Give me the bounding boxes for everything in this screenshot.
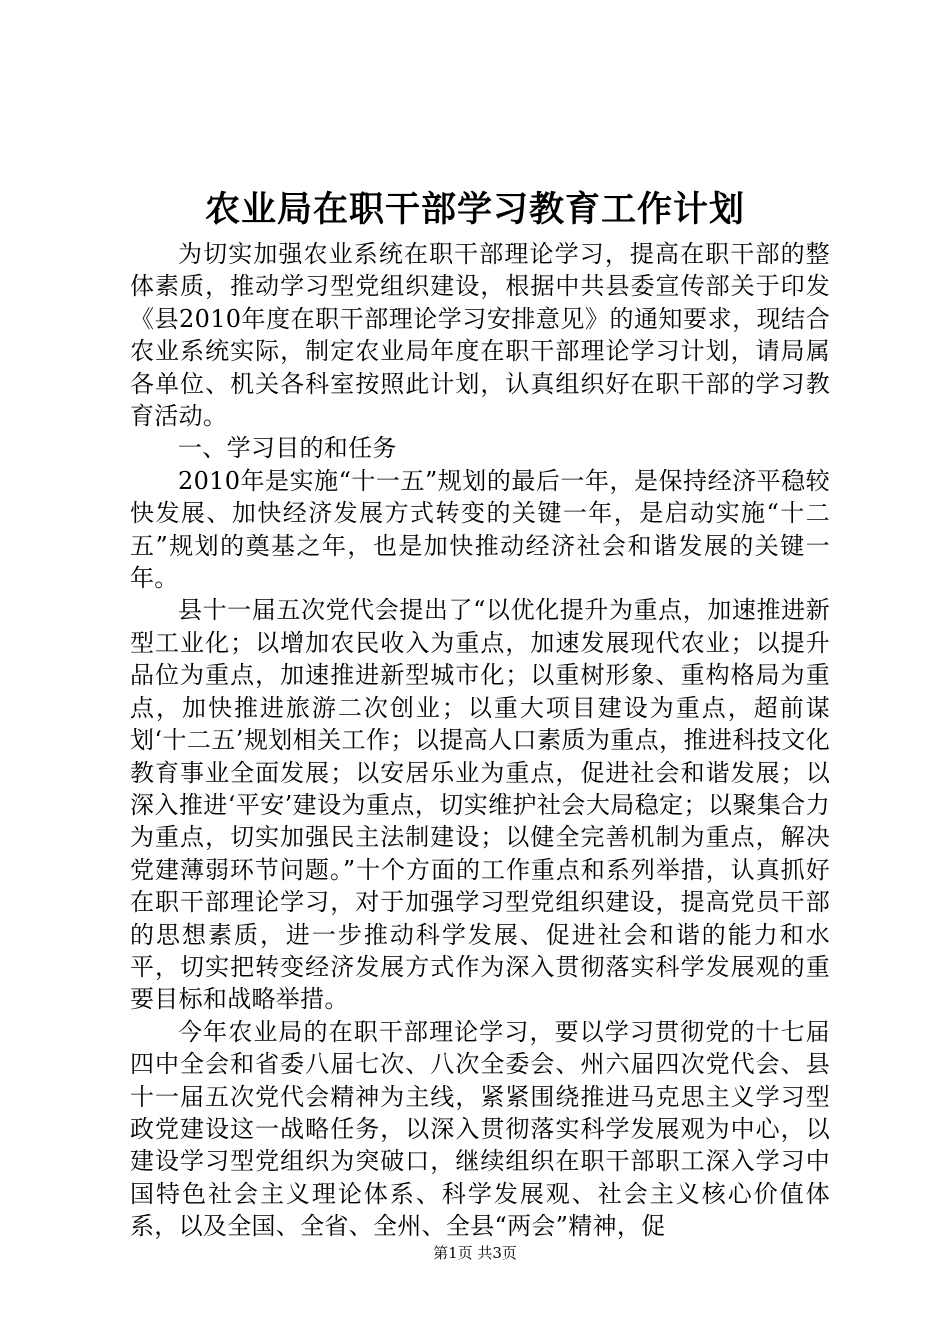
- paragraph-2010: 2010年是实施“十一五”规划的最后一年，是保持经济平稳较快发展、加快经济发展方式转变的关键一年，是启动实施“十二五”规划的奠基之年，也是加快推动经济社会和谐发展的关键一年。: [130, 466, 830, 593]
- page-footer: 第1页 共3页: [433, 1244, 517, 1262]
- section-heading-1: 一、学习目的和任务: [178, 434, 397, 463]
- paragraph-party-congress: 县十一届五次党代会提出了“以优化提升为重点，加速推进新型工业化；以增加农民收入为重点，加速发展现代农业；以提升品位为重点，加速推进新型城市化；以重树形象、重构格局为重点，加快推进旅游二次创业；以重大项目建设为重点，超前谋划‘十二五’规划相关工作；以提高人口素质为重点，推进科技文化教育事业全面发展；以安居乐业为重点，促进社会和谐发展；以深入推进‘平安’建设为重点，切实维护社会大局稳定；以聚集合力为重点，切实加强民主法制建设；以健全完善机制为重点，解决党建薄弱环节问题。”十个方面的工作重点和系列举措，认真抓好在职干部理论学习，对于加强学习型党组织建设，提高党员干部的思想素质，进一步推动科学发展、促进社会和谐的能力和水平，切实把转变经济发展方式作为深入贯彻落实科学发展观的重要目标和战略举措。: [130, 596, 830, 1014]
- document-body: [130, 238, 830, 1243]
- paragraph-study-plan: 今年农业局的在职干部理论学习，要以学习贯彻党的十七届四中全会和省委八届七次、八次全委会、州六届四次党代会、县十一届五次党代会精神为主线，紧紧围绕推进马克思主义学习型政党建设这一战略任务，以深入贯彻落实科学发展观为中心，以建设学习型党组织为突破口，继续组织在职干部职工深入学习中国特色社会主义理论体系、科学发展观、社会主义核心价值体系，以及全国、全省、全州、全县“两会”精神，促: [130, 1017, 830, 1241]
- paragraph-intro: 为切实加强农业系统在职干部理论学习，提高在职干部的整体素质，推动学习型党组织建设，根据中共县委宣传部关于印发《县2010年度在职干部理论学习安排意见》的通知要求，现结合农业系统实际，制定农业局年度在职干部理论学习计划，请局属各单位、机关各科室按照此计划，认真组织好在职干部的学习教育活动。: [130, 240, 830, 431]
- document-title: 农业局在职干部学习教育工作计划: [204, 189, 745, 230]
